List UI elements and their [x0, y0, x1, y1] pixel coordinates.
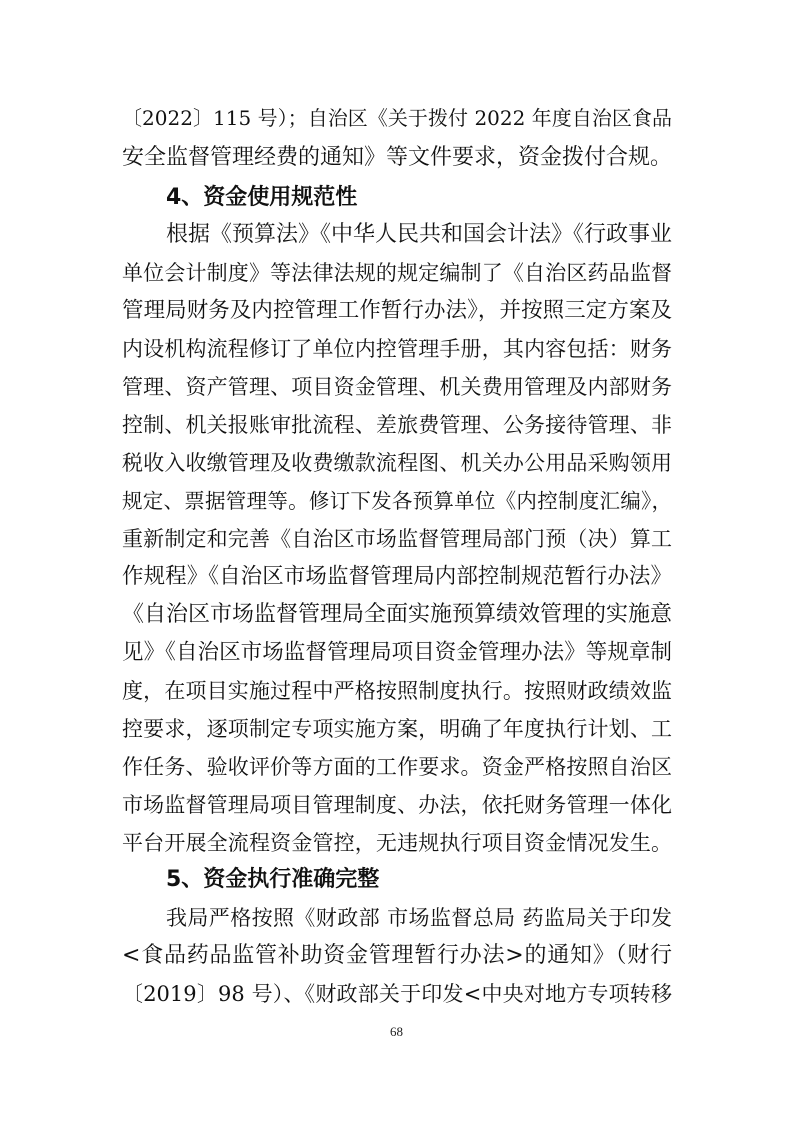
text-line: 平台开展全流程资金管控，无违规执行项目资金情况发生。	[122, 831, 672, 855]
text-line: 管理局财务及内控管理工作暂行办法》，并按照三定方案及	[122, 298, 672, 323]
text-line: 税收入收缴管理及收费缴款流程图、机关办公用品采购领用	[122, 451, 672, 475]
section-heading: 4、资金使用规范性	[166, 185, 358, 210]
text-line: 内设机构流程修订了单位内控管理手册，其内容包括：财务	[122, 337, 672, 361]
text-line: 我局严格按照《财政部 市场监督总局 药监局关于印发	[166, 906, 672, 930]
page-number: 68	[390, 1024, 403, 1039]
text-line: 控制、机关报账审批流程、差旅费管理、公务接待管理、非	[122, 413, 672, 437]
text-line: 管理、资产管理、项目资金管理、机关费用管理及内部财务	[122, 375, 672, 399]
text-line: 〔2022〕115 号）；自治区《关于拨付 2022 年度自治区食品	[122, 106, 672, 130]
text-line: 《自治区市场监督管理局全面实施预算绩效管理的实施意	[122, 602, 673, 627]
section-heading: 5、资金执行准确完整	[166, 867, 380, 892]
text-line: 市场监督管理局项目管理制度、办法，依托财务管理一体化	[122, 793, 672, 817]
text-line: 重新制定和完善《自治区市场监督管理局部门预（决）算工	[122, 527, 672, 551]
text-line: <食品药品监管补助资金管理暂行办法>的通知》（财行	[122, 943, 672, 968]
text-line: 安全监督管理经费的通知》等文件要求，资金拨付合规。	[122, 145, 673, 170]
text-line: 见》《自治区市场监督管理局项目资金管理办法》等规章制	[122, 640, 672, 665]
text-line: 作任务、验收评价等方面的工作要求。资金严格按照自治区	[122, 755, 672, 779]
text-line: 作规程》《自治区市场监督管理局内部控制规范暂行办法》	[122, 564, 672, 589]
text-line: 规定、票据管理等。修订下发各预算单位《内控制度汇编》，	[122, 489, 672, 513]
text-line: 单位会计制度》等法律法规的规定编制了《自治区药品监督	[122, 261, 672, 285]
text-line: 度，在项目实施过程中严格按照制度执行。按照财政绩效监	[122, 679, 672, 703]
text-line: 根据《预算法》《中华人民共和国会计法》《行政事业	[166, 222, 673, 247]
text-line: 〔2019〕98 号）、《财政部关于印发<中央对地方专项转移	[122, 982, 672, 1006]
text-line: 控要求，逐项制定专项实施方案，明确了年度执行计划、工	[122, 717, 672, 741]
